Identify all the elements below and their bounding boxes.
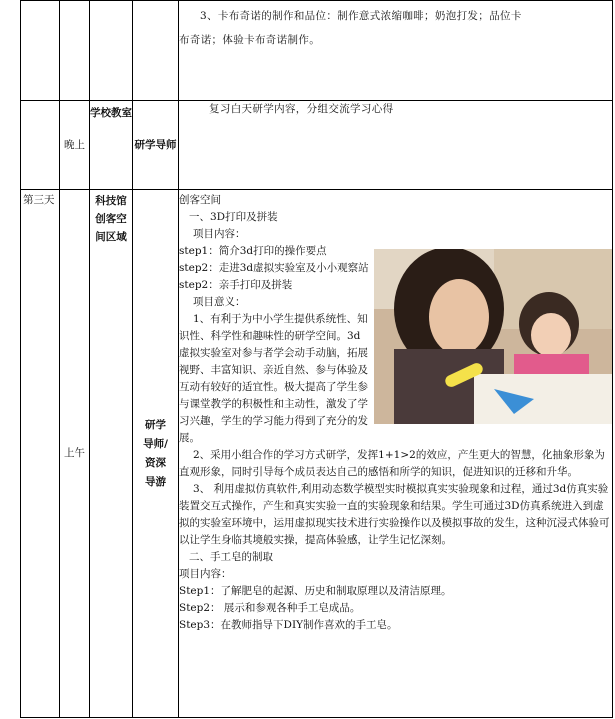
section-2-title: 二、手工皂的制取 xyxy=(189,551,273,563)
section-1-paragraph-3: 3、 利用虚拟仿真软件,利用动态数学模型实时模拟真实实验现象和过程，通过3d仿真实验装置交互式操作，产生和真实实验一直的实验现象和结果。学生可通过3D仿真系统进入到虚拟的实验室环境中，运用虚拟现实技术进行实验操作以及模拟事故的发生，这种沉浸式体验可以让学生身临其境般实操，提高体验感，让学生记忆深刻。 xyxy=(179,483,610,546)
content-cell xyxy=(179,190,613,718)
time-cell: 上午 xyxy=(60,190,90,718)
place-cell: 学校教室 xyxy=(90,101,133,190)
guide-cell: 研学导师 xyxy=(133,101,179,190)
section-title: 创客空间 xyxy=(179,194,221,206)
section-1-paragraph-2: 2、采用小组合作的学习方式研学，发挥1+1>2的效应，产生更大的智慧，化抽象形象为直观形象，同时引导每个成员表达自己的感悟和所学的知识，促进知识的迁移和升华。 xyxy=(179,449,605,478)
section-2-step-1: Step1：了解肥皂的起源、历史和制取原理以及清洁原理。 xyxy=(179,585,452,597)
section-2-step-2: Step2： 展示和参观各种手工皂成品。 xyxy=(179,602,361,614)
table-row xyxy=(21,101,613,190)
section-2-step-3: Step3：在教师指导下DIY制作喜欢的手工皂。 xyxy=(179,619,398,631)
coffee-line-2: 布奇诺；体验卡布奇诺制作。 xyxy=(179,34,321,46)
content-cell xyxy=(179,101,613,190)
section-1-step-3: step2：亲手打印及拼装 xyxy=(179,279,293,291)
evening-content: 复习白天研学内容，分组交流学习心得 xyxy=(209,103,394,115)
place-cell xyxy=(90,1,133,101)
day-cell xyxy=(21,101,60,190)
guide-cell xyxy=(133,1,179,101)
table-row xyxy=(21,1,613,101)
section-1-content-label: 项目内容： xyxy=(193,228,246,240)
time-cell: 晚上 xyxy=(60,101,90,190)
itinerary-table xyxy=(20,0,613,718)
day-cell: 第三天 xyxy=(21,190,60,718)
section-1-paragraph-1: 1、有利于为中小学生提供系统性、知识性、科学性和趣味性的研学空间。3d虚拟实验室对参与者学会动手动脑，拓展视野、丰富知识、亲近自然、参与体验及互动有较好的适宜性。极大提高了学生参与课堂教学的积极性和主动性，激发了学习兴趣，学生的学习能力得到了充分的发展。 xyxy=(179,313,368,444)
content-cell xyxy=(179,1,613,101)
section-1-title: 一、3D打印及拼装 xyxy=(189,211,278,223)
time-cell xyxy=(60,1,90,101)
guide-cell: 研学导师/资深导游 xyxy=(133,190,179,718)
student-3d-printing-photo xyxy=(374,249,612,424)
photo-illustration xyxy=(374,249,612,424)
day-cell xyxy=(21,1,60,101)
place-cell: 科技馆创客空间区域 xyxy=(90,190,133,718)
section-1-step-1: step1：简介3d打印的操作要点 xyxy=(179,245,327,257)
section-1-meaning-label: 项目意义： xyxy=(193,296,246,308)
table-row xyxy=(21,190,613,718)
coffee-line-1: 3、卡布奇诺的制作和品位：制作意式浓缩咖啡；奶泡打发；品位卡 xyxy=(200,10,522,22)
section-2-content-label: 项目内容： xyxy=(179,568,232,580)
section-1-step-2: step2：走进3d虚拟实验室及小小观察站 xyxy=(179,262,369,274)
